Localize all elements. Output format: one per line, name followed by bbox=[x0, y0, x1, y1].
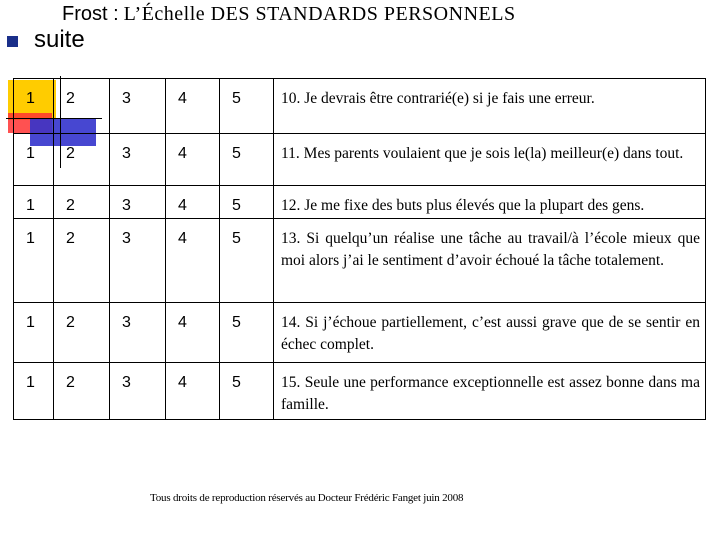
scale-value-3: 3 bbox=[110, 134, 166, 186]
statement-text: 10. Je devrais être contrarié(e) si je fais une erreur. bbox=[274, 79, 706, 134]
statement-text: 12. Je me fixe des buts plus élevés que la plupart des gens. bbox=[274, 186, 706, 219]
scale-value-1: 1 bbox=[14, 186, 54, 219]
scale-value-3: 3 bbox=[110, 303, 166, 363]
table-row bbox=[14, 303, 706, 363]
scale-value-2: 2 bbox=[54, 134, 110, 186]
statement-text: 15. Seule une performance exceptionnelle est assez bonne dans ma famille. bbox=[274, 363, 706, 420]
scale-value-4: 4 bbox=[166, 219, 220, 303]
scale-value-4: 4 bbox=[166, 303, 220, 363]
scale-value-1: 1 bbox=[14, 79, 54, 134]
scale-value-3: 3 bbox=[110, 79, 166, 134]
scale-value-1: 1 bbox=[14, 134, 54, 186]
scale-value-5: 5 bbox=[220, 219, 274, 303]
scale-value-1: 1 bbox=[14, 363, 54, 420]
scale-value-5: 5 bbox=[220, 134, 274, 186]
table-row bbox=[14, 186, 706, 219]
scale-value-4: 4 bbox=[166, 186, 220, 219]
scale-value-1: 1 bbox=[14, 219, 54, 303]
scale-value-2: 2 bbox=[54, 186, 110, 219]
scale-value-5: 5 bbox=[220, 363, 274, 420]
title-prefix: Frost : bbox=[62, 3, 119, 25]
scale-value-2: 2 bbox=[54, 219, 110, 303]
scale-value-2: 2 bbox=[54, 79, 110, 134]
scale-value-4: 4 bbox=[166, 79, 220, 134]
scale-value-3: 3 bbox=[110, 186, 166, 219]
statement-text: 11. Mes parents voulaient que je sois le(la) meilleur(e) dans tout. bbox=[274, 134, 706, 186]
scale-value-5: 5 bbox=[220, 303, 274, 363]
scale-value-4: 4 bbox=[166, 363, 220, 420]
title-main: L’Échelle DES STANDARDS PERSONNELS bbox=[123, 3, 516, 25]
table-row bbox=[14, 79, 706, 134]
table-row bbox=[14, 134, 706, 186]
scale-value-1: 1 bbox=[14, 303, 54, 363]
subtitle: suite bbox=[34, 26, 85, 53]
copyright-footer: Tous droits de reproduction réservés au Docteur Frédéric Fanget juin 2008 bbox=[150, 492, 464, 504]
scale-value-4: 4 bbox=[166, 134, 220, 186]
scale-value-3: 3 bbox=[110, 219, 166, 303]
scale-value-3: 3 bbox=[110, 363, 166, 420]
scale-value-5: 5 bbox=[220, 79, 274, 134]
rating-table bbox=[13, 78, 706, 420]
statement-text: 14. Si j’échoue partiellement, c’est aussi grave que de se sentir en échec complet. bbox=[274, 303, 706, 363]
statement-text: 13. Si quelqu’un réalise une tâche au travail/à l’école mieux que moi alors j’ai le sentiment d’avoir échoué la tâche totalement. bbox=[274, 219, 706, 303]
scale-value-5: 5 bbox=[220, 186, 274, 219]
page-title bbox=[62, 3, 712, 29]
square-bullet-icon bbox=[7, 36, 18, 47]
table-row bbox=[14, 219, 706, 303]
table-row bbox=[14, 363, 706, 420]
scale-value-2: 2 bbox=[54, 363, 110, 420]
scale-value-2: 2 bbox=[54, 303, 110, 363]
